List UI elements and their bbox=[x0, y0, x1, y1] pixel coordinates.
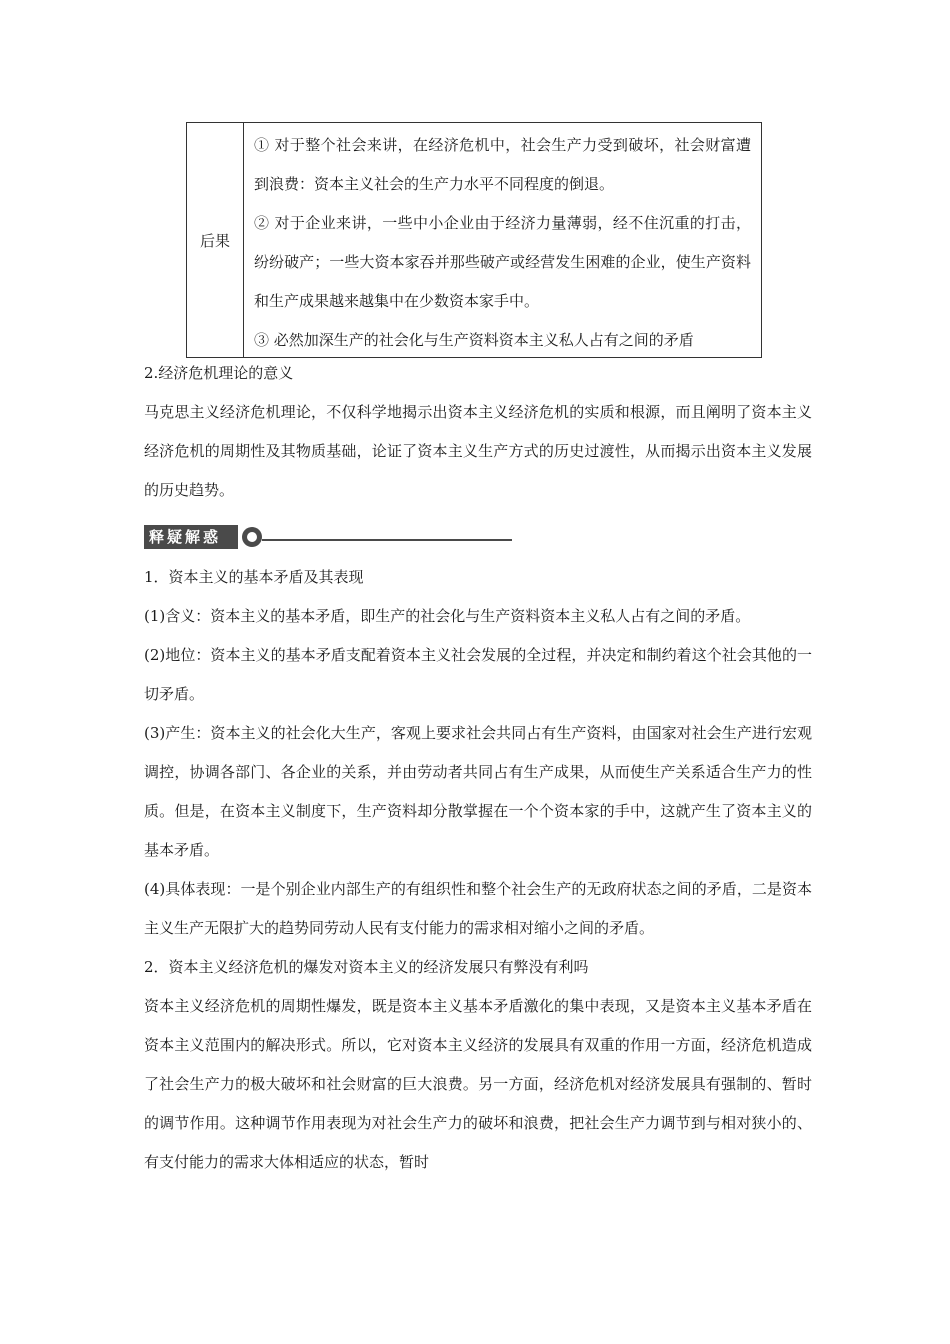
section-significance bbox=[144, 354, 812, 510]
qa1-manifestation: (4)具体表现：一是个别企业内部生产的有组织性和整个社会生产的无政府状态之间的矛盾，二是资本主义生产无限扩大的趋势同劳动人民有支付能力的需求相对缩小之间的矛盾。 bbox=[144, 880, 812, 937]
section-body: 马克思主义经济危机理论，不仅科学地揭示出资本主义经济危机的实质和根源，而且阐明了资本主义经济危机的周期性及其物质基础，论证了资本主义生产方式的历史过渡性，从而揭示出资本主义发展的历史趋势。 bbox=[144, 403, 812, 499]
qa1-heading: 1．资本主义的基本矛盾及其表现 bbox=[144, 568, 364, 586]
consequence-item-1: ① 对于整个社会来讲，在经济危机中，社会生产力受到破坏，社会财富遭到浪费：资本主义社会的生产力水平不同程度的倒退。 bbox=[254, 136, 751, 193]
qa1-meaning: (1)含义：资本主义的基本矛盾，即生产的社会化与生产资料资本主义私人占有之间的矛盾。 bbox=[144, 607, 751, 625]
qa-basic-contradiction bbox=[144, 558, 812, 948]
consequences-table bbox=[186, 122, 762, 358]
banner-rule bbox=[262, 539, 512, 541]
banner-dot-icon bbox=[242, 527, 262, 547]
consequence-item-2: ② 对于企业来讲，一些中小企业由于经济力量薄弱，经不住沉重的打击，纷纷破产；一些大资本家吞并那些破产或经营发生困难的企业，使生产资料和生产成果越来越集中在少数资本家手中。 bbox=[254, 214, 751, 310]
table-header-cell: 后果 bbox=[187, 123, 244, 357]
section-banner bbox=[144, 525, 514, 549]
banner-label: 释疑解惑 bbox=[144, 525, 238, 549]
qa1-origin: (3)产生：资本主义的社会化大生产，客观上要求社会共同占有生产资料，由国家对社会生产进行宏观调控，协调各部门、各企业的关系，并由劳动者共同占有生产成果，从而使生产关系适合生产力的性质。但是，在资本主义制度下，生产资料却分散掌握在一个个资本家的手中，这就产生了资本主义的基本矛盾。 bbox=[144, 724, 812, 859]
qa-crisis-effects bbox=[144, 948, 812, 1182]
qa2-body: 资本主义经济危机的周期性爆发，既是资本主义基本矛盾激化的集中表现，又是资本主义基本矛盾在资本主义范围内的解决形式。所以，它对资本主义经济的发展具有双重的作用一方面，经济危机造成了社会生产力的极大破坏和社会财富的巨大浪费。另一方面，经济危机对经济发展具有强制的、暂时的调节作用。这种调节作用表现为对社会生产力的破坏和浪费，把社会生产力调节到与相对狭小的、有支付能力的需求大体相适应的状态，暂时 bbox=[144, 997, 812, 1171]
qa1-status: (2)地位：资本主义的基本矛盾支配着资本主义社会发展的全过程，并决定和制约着这个社会其他的一切矛盾。 bbox=[144, 646, 812, 703]
consequence-item-3: ③ 必然加深生产的社会化与生产资料资本主义私人占有之间的矛盾 bbox=[254, 331, 694, 349]
table-content-cell bbox=[244, 123, 761, 357]
section-heading: 2.经济危机理论的意义 bbox=[144, 364, 294, 382]
qa2-heading: 2．资本主义经济危机的爆发对资本主义的经济发展只有弊没有利吗 bbox=[144, 958, 589, 976]
